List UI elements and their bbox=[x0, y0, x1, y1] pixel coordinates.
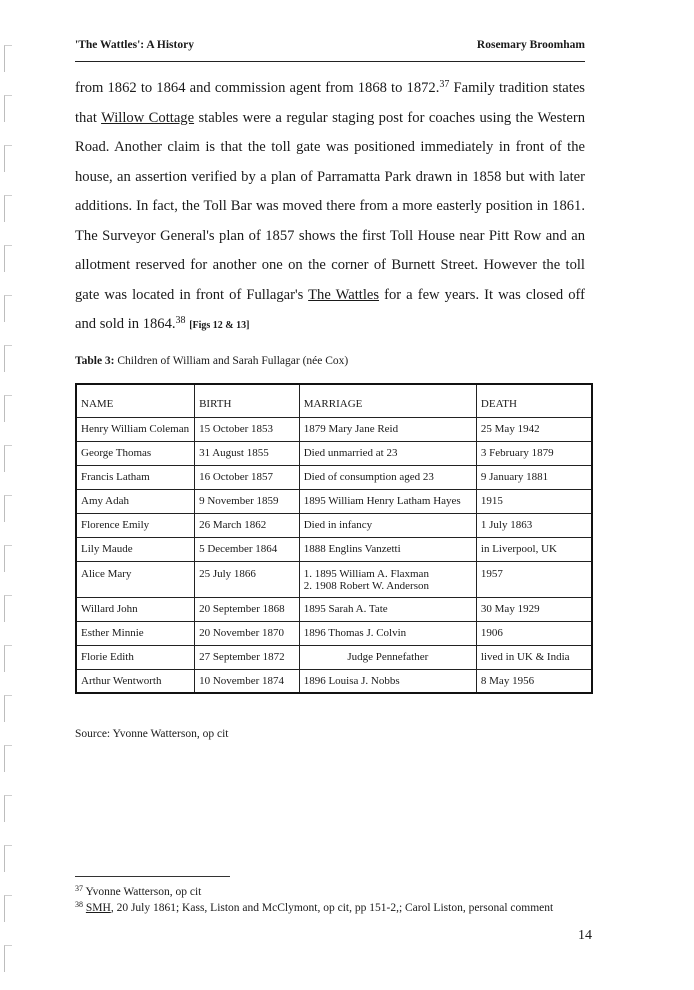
cell-death: 1915 bbox=[476, 489, 592, 513]
cell-birth: 20 September 1868 bbox=[195, 597, 300, 621]
table-row bbox=[76, 597, 592, 621]
cell-birth: 15 October 1853 bbox=[195, 417, 300, 441]
footnote-ref-38[interactable]: 38 bbox=[175, 315, 186, 326]
page-number: 14 bbox=[578, 928, 592, 943]
header-divider bbox=[75, 61, 585, 62]
body-text-4: for a few years. It was closed off and sold in 1864. bbox=[75, 286, 585, 332]
binding-mark bbox=[4, 595, 12, 622]
binding-mark bbox=[4, 295, 12, 322]
cell-name: Lily Maude bbox=[76, 537, 195, 561]
binding-mark bbox=[4, 495, 12, 522]
table-caption bbox=[75, 355, 348, 367]
cell-marriage: Died in infancy bbox=[299, 513, 476, 537]
table-row bbox=[76, 669, 592, 693]
body-text-3: stables were a regular staging post for coaches using the Western Road. Another claim is that the toll gate was positioned immediately in front of the house, an assertion verified by a plan of Parramatta Park drawn in 1858 but with later additions. In fact, the Toll Bar was moved there from a more easterly position in 1861. The Surveyor General's plan of 1857 shows the first Toll House near Pitt Row and an allotment reserved for another one on the corner of Burnett Street. However the toll gate was located in front of Fullagar's bbox=[75, 109, 585, 303]
footnote-37 bbox=[75, 884, 595, 900]
cell-marriage: 1896 Louisa J. Nobbs bbox=[299, 669, 476, 693]
cell-death: 1 July 1863 bbox=[476, 513, 592, 537]
cell-name: Amy Adah bbox=[76, 489, 195, 513]
footnote-37-number: 37 bbox=[75, 884, 83, 893]
footnote-38-smh: SMH bbox=[85, 902, 111, 914]
footnote-divider bbox=[75, 876, 230, 877]
table-row bbox=[76, 537, 592, 561]
table-row bbox=[76, 513, 592, 537]
cell-birth: 9 November 1859 bbox=[195, 489, 300, 513]
header-marriage: MARRIAGE bbox=[299, 384, 476, 417]
cell-marriage-line-1: 1. 1895 William A. Flaxman bbox=[303, 567, 429, 580]
footnote-38 bbox=[75, 900, 595, 916]
table-row bbox=[76, 441, 592, 465]
table-row bbox=[76, 645, 592, 669]
cell-death: in Liverpool, UK bbox=[476, 537, 592, 561]
cell-birth: 26 March 1862 bbox=[195, 513, 300, 537]
binding-edge bbox=[0, 0, 22, 990]
cell-death: 9 January 1881 bbox=[476, 465, 592, 489]
running-title: 'The Wattles': A History bbox=[75, 39, 194, 51]
cell-marriage: 1896 Thomas J. Colvin bbox=[299, 621, 476, 645]
binding-mark bbox=[4, 395, 12, 422]
footnote-38-text: , 20 July 1861; Kass, Liston and McClymont, op cit, pp 151-2,; Carol Liston, personal comment bbox=[110, 902, 554, 914]
binding-mark bbox=[4, 645, 12, 672]
cell-death: 3 February 1879 bbox=[476, 441, 592, 465]
table-row bbox=[76, 621, 592, 645]
cell-birth: 5 December 1864 bbox=[195, 537, 300, 561]
author-name: Rosemary Broomham bbox=[476, 39, 585, 51]
children-table bbox=[75, 383, 593, 694]
table-row bbox=[76, 417, 592, 441]
cell-marriage: 1879 Mary Jane Reid bbox=[299, 417, 476, 441]
header-birth: BIRTH bbox=[195, 384, 300, 417]
cell-death: 8 May 1956 bbox=[476, 669, 592, 693]
binding-mark bbox=[4, 795, 12, 822]
cell-death: 25 May 1942 bbox=[476, 417, 592, 441]
figure-reference: [Figs 12 & 13] bbox=[189, 320, 250, 331]
binding-mark bbox=[4, 195, 12, 222]
cell-name: George Thomas bbox=[76, 441, 195, 465]
cell-birth: 10 November 1874 bbox=[195, 669, 300, 693]
cell-birth: 31 August 1855 bbox=[195, 441, 300, 465]
binding-mark bbox=[4, 345, 12, 372]
binding-mark bbox=[4, 145, 12, 172]
table-header-row bbox=[76, 384, 592, 417]
cell-marriage: Died of consumption aged 23 bbox=[299, 465, 476, 489]
the-wattles-link[interactable]: The Wattles bbox=[308, 286, 380, 303]
cell-name: Florence Emily bbox=[76, 513, 195, 537]
header-death: DEATH bbox=[476, 384, 592, 417]
cell-name: Esther Minnie bbox=[76, 621, 195, 645]
binding-mark bbox=[4, 895, 12, 922]
cell-marriage-line-2: 2. 1908 Robert W. Anderson bbox=[303, 579, 429, 592]
cell-birth: 20 November 1870 bbox=[195, 621, 300, 645]
table-caption-label: Table 3: bbox=[75, 355, 115, 367]
cell-marriage: 1895 Sarah A. Tate bbox=[299, 597, 476, 621]
cell-death: 30 May 1929 bbox=[476, 597, 592, 621]
binding-mark bbox=[4, 245, 12, 272]
willow-cottage-link[interactable]: Willow Cottage bbox=[101, 109, 195, 126]
binding-mark bbox=[4, 445, 12, 472]
cell-marriage: Died unmarried at 23 bbox=[299, 441, 476, 465]
cell-name: Arthur Wentworth bbox=[76, 669, 195, 693]
cell-birth: 25 July 1866 bbox=[195, 561, 300, 597]
table-row bbox=[76, 561, 592, 597]
footnotes bbox=[75, 884, 595, 916]
cell-name: Henry William Coleman bbox=[76, 417, 195, 441]
binding-mark bbox=[4, 45, 12, 72]
table-caption-text: Children of William and Sarah Fullagar (née Cox) bbox=[114, 355, 349, 367]
cell-death: 1957 bbox=[476, 561, 592, 597]
footnote-37-text: Yvonne Watterson, op cit bbox=[83, 886, 202, 898]
table-row bbox=[76, 489, 592, 513]
footnote-ref-37[interactable]: 37 bbox=[439, 79, 450, 90]
cell-name: Francis Latham bbox=[76, 465, 195, 489]
cell-birth: 27 September 1872 bbox=[195, 645, 300, 669]
header-name: NAME bbox=[76, 384, 195, 417]
binding-mark bbox=[4, 745, 12, 772]
binding-mark bbox=[4, 95, 12, 122]
binding-mark bbox=[4, 695, 12, 722]
body-paragraph bbox=[75, 74, 585, 341]
cell-name: Florie Edith bbox=[76, 645, 195, 669]
binding-mark bbox=[4, 845, 12, 872]
cell-death: 1906 bbox=[476, 621, 592, 645]
cell-name: Alice Mary bbox=[76, 561, 195, 597]
cell-name: Willard John bbox=[76, 597, 195, 621]
cell-birth: 16 October 1857 bbox=[195, 465, 300, 489]
cell-death: lived in UK & India bbox=[476, 645, 592, 669]
binding-mark bbox=[4, 545, 12, 572]
table-row bbox=[76, 465, 592, 489]
cell-marriage: Judge Pennefather bbox=[299, 645, 476, 669]
cell-marriage: 1888 Englins Vanzetti bbox=[299, 537, 476, 561]
footnote-38-number: 38 bbox=[75, 900, 83, 909]
table-source: Source: Yvonne Watterson, op cit bbox=[75, 728, 229, 740]
cell-marriage bbox=[299, 561, 476, 597]
cell-marriage: 1895 William Henry Latham Hayes bbox=[299, 489, 476, 513]
body-text-1: from 1862 to 1864 and commission agent from 1868 to 1872. bbox=[75, 80, 440, 96]
binding-mark bbox=[4, 945, 12, 972]
body-text-2: Family tradition states that bbox=[75, 80, 585, 126]
